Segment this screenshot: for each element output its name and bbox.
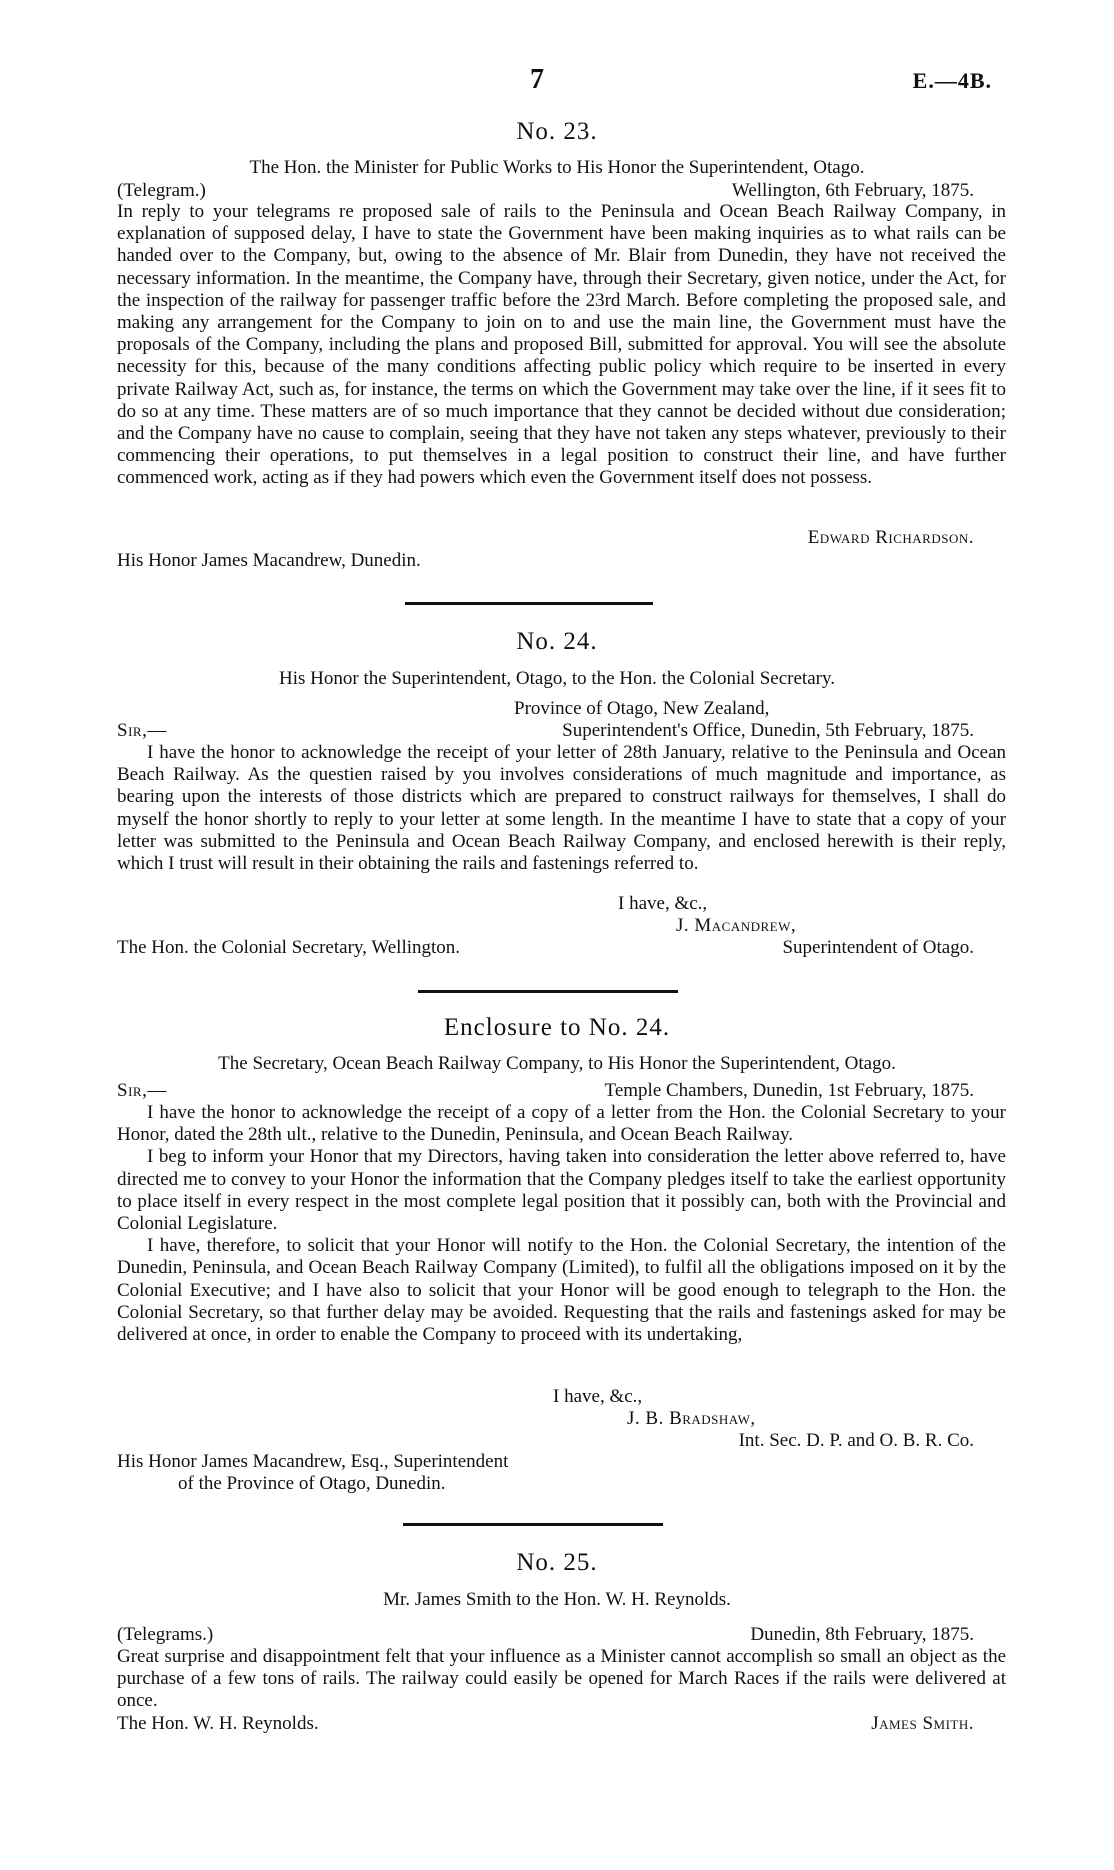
no24-body [117,742,1006,875]
section-divider [403,1523,663,1526]
no23-signature: Edward Richardson. [807,527,974,548]
enclosure24-paragraph-1: I have the honor to acknowledge the receipt of a copy of a letter from the Hon. the Colonial Secretary to your Honor, dated the 28th ult., relative to the Dunedin, Peninsula, and Ocean Beach Railway. [117,1102,1006,1146]
enclosure24-addressee-1: His Honor James Macandrew, Esq., Superintendent [117,1451,509,1472]
no25-signature: James Smith. [871,1713,974,1734]
no25-body [117,1646,1006,1713]
section-title-no25: No. 25. [516,1549,598,1576]
no23-from-to: The Hon. the Minister for Public Works to His Honor the Superintendent, Otago. [249,157,865,178]
paper-reference: E.—4B. [912,68,992,93]
no24-closing: I have, &c., [618,893,708,914]
enclosure24-salutation: Sir,— [117,1080,167,1101]
no25-addressee: The Hon. W. H. Reynolds. [117,1713,319,1734]
enclosure24-from-to: The Secretary, Ocean Beach Railway Company, to His Honor the Superintendent, Otago. [218,1053,896,1074]
section-title-no23: No. 23. [516,118,598,145]
no23-body [117,201,1006,490]
no24-place-2: Superintendent's Office, Dunedin, 5th February, 1875. [562,720,974,741]
no25-place-date: Dunedin, 8th February, 1875. [750,1624,974,1645]
section-divider [418,990,678,993]
section-title-enclosure24: Enclosure to No. 24. [443,1014,671,1041]
no25-from-to: Mr. James Smith to the Hon. W. H. Reynolds. [383,1589,731,1610]
enclosure24-body [117,1102,1006,1346]
section-divider [405,602,653,605]
enclosure24-signature-title: Int. Sec. D. P. and O. B. R. Co. [738,1430,974,1451]
no23-body-text: In reply to your telegrams re proposed sale of rails to the Peninsula and Ocean Beach Railway Company, in explanation of supposed delay, I have to state the Government have been making inquiries as to what rails can be handed over to the Company, but, owing to the absence of Mr. Blair from Dunedin, they have not received the necessary information. In the meantime, the Company have, through their Secretary, given notice, under the Act, for the inspection of the railway for passenger traffic before the 23rd March. Before completing the proposed sale, and making any arrangement for the Company to join on to and use the main line, the Government must have the proposals of the Company, including the plans and proposed Bill, submitted for approval. You will see the absolute necessity for this, because of the many conditions affecting public policy which require to be inserted in every private Railway Act, such as, for instance, the terms on which the Government may take over the line, if it sees fit to do so at any time. These matters are of so much importance that they cannot be decided without due consideration; and the Company have no cause to complain, seeing that they have not taken any steps whatever, previously to their commencing their operations, to put themselves in a legal position to construct their line, and have further commenced work, acting as if they had powers which even the Government itself does not possess. [117,201,1006,489]
no24-place-1: Province of Otago, New Zealand, [514,698,770,719]
no23-place-date: Wellington, 6th February, 1875. [731,180,974,201]
no23-kind: (Telegram.) [117,180,206,201]
page-number: 7 [530,64,544,95]
section-title-no24: No. 24. [516,628,598,655]
enclosure24-paragraph-3: I have, therefore, to solicit that your Honor will notify to the Hon. the Colonial Secretary, the intention of the Dunedin, Peninsula, and Ocean Beach Railway Company (Limited), to fulfil all the obligations imposed on it by the Colonial Executive; and I have also to solicit that your Honor will be good enough to telegraph to the Hon. the Colonial Secretary, so that further delay may be avoided. Requesting that the rails and fastenings asked for may be delivered at once, in order to enable the Company to proceed with its undertaking, [117,1235,1006,1346]
no24-from-to: His Honor the Superintendent, Otago, to the Hon. the Colonial Secretary. [279,668,835,689]
no24-addressee: The Hon. the Colonial Secretary, Wellington. [117,937,461,958]
no25-kind: (Telegrams.) [117,1624,214,1645]
no24-salutation: Sir,— [117,720,167,741]
enclosure24-paragraph-2: I beg to inform your Honor that my Directors, having taken into consideration the letter above referred to, have directed me to convey to your Honor the information that the Company pledges itself to take the earliest opportunity to place itself in every respect in the most complete legal position that it possibly can, both with the Provincial and Colonial Legislature. [117,1146,1006,1235]
no25-body-text: Great surprise and disappointment felt that your influence as a Minister cannot accomplish so small an object as the purchase of a few tons of rails. The railway could easily be opened for March Races if the rails were delivered at once. [117,1646,1006,1712]
enclosure24-closing: I have, &c., [553,1386,643,1407]
no23-addressee: His Honor James Macandrew, Dunedin. [117,550,421,571]
no24-signature: J. Macandrew, [676,915,797,936]
no24-body-text: I have the honor to acknowledge the receipt of your letter of 28th January, relative to the Peninsula and Ocean Beach Railway. As the questien raised by you involves considerations of much magnitude and importance, as bearing upon the interests of those districts which are prepared to construct railways for themselves, I shall do myself the honor shortly to reply to your letter at some length. In the meantime I have to state that a copy of your letter was submitted to the Peninsula and Ocean Beach Railway Company, and enclosed herewith is their reply, which I trust will result in their obtaining the rails and fastenings referred to. [117,742,1006,875]
enclosure24-addressee-2: of the Province of Otago, Dunedin. [178,1473,446,1494]
enclosure24-signature: J. B. Bradshaw, [627,1408,756,1429]
no24-signature-title: Superintendent of Otago. [782,937,974,958]
enclosure24-place-date: Temple Chambers, Dunedin, 1st February, 1875. [604,1080,974,1101]
